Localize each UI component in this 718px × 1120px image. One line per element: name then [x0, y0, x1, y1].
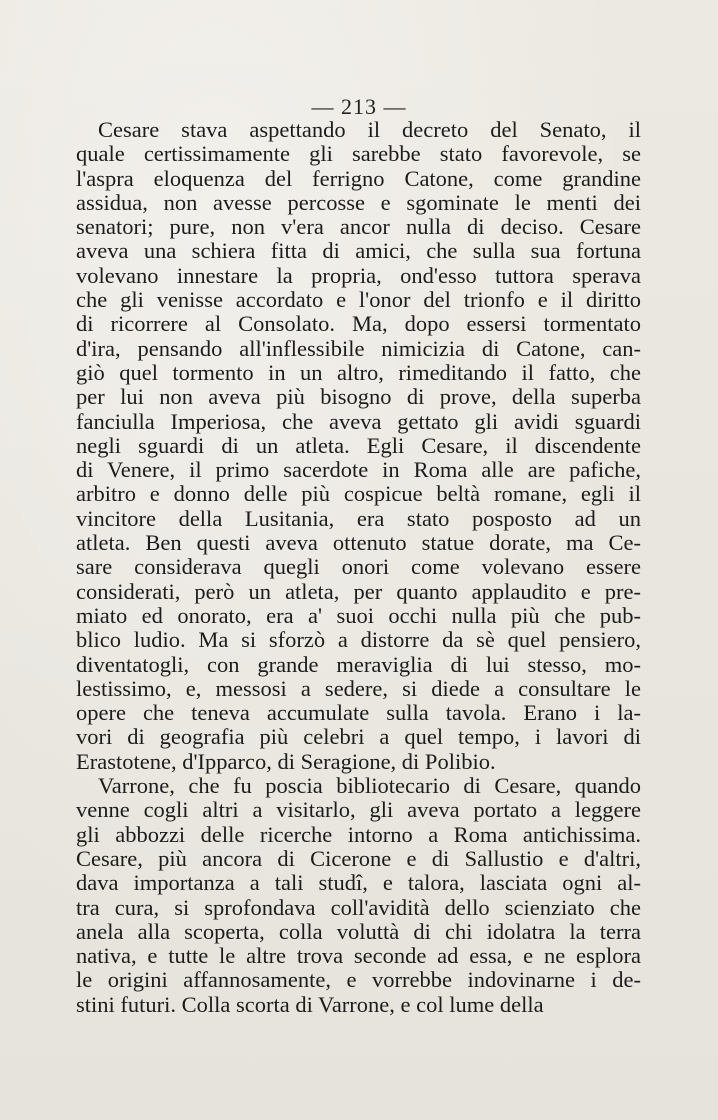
text-line: lestissimo, e, messosi a sedere, si diede a consultare le: [76, 675, 641, 701]
text-line: nativa, e tutte le altre trova seconde ad essa, e ne esplora: [76, 943, 641, 969]
text-line: aveva una schiera fitta di amici, che sulla sua fortuna: [76, 238, 641, 264]
text-line: negli sguardi di un atleta. Egli Cesare, il discendente: [76, 432, 641, 458]
text-line: assidua, non avesse percosse e sgominate le menti dei: [76, 189, 641, 215]
text-line: volevano innestare la propria, ond'esso tuttora sperava: [76, 262, 641, 288]
paragraph: [76, 774, 641, 1017]
text-line: fanciulla Imperiosa, che aveva gettato gli avidi sguardi: [76, 408, 641, 434]
text-line: senatori; pure, non v'era ancor nulla di deciso. Cesare: [76, 214, 641, 240]
text-line: Varrone, che fu poscia bibliotecario di Cesare, quando: [98, 773, 641, 799]
text-line: anela alla scoperta, colla voluttà di chi idolatra la terra: [76, 918, 641, 944]
text-line: per lui non aveva più bisogno di prove, della superba: [76, 384, 641, 410]
text-line: l'aspra eloquenza del ferrigno Catone, come grandine: [76, 165, 641, 191]
text-line: vincitore della Lusitania, era stato posposto ad un: [76, 505, 641, 531]
page-number: — 213 —: [311, 94, 407, 119]
text-line: giò quel tormento in un altro, rimeditando il fatto, che: [76, 359, 641, 385]
text-line: diventatogli, con grande meraviglia di lui stesso, mo-: [76, 651, 641, 677]
text-line: stini futuri. Colla scorta di Varrone, e col lume della: [76, 991, 544, 1017]
text-line: considerati, però un atleta, per quanto applaudito e pre-: [76, 578, 641, 604]
text-line: le origini affannosamente, e vorrebbe indovinarne i de-: [76, 967, 641, 993]
text-line: gli abbozzi delle ricerche intorno a Roma antichissima.: [76, 821, 641, 847]
text-line: venne cogli altri a visitarlo, gli aveva portato a leggere: [76, 797, 641, 823]
text-line: di Venere, il primo sacerdote in Roma alle are pafiche,: [76, 457, 641, 483]
text-line: Cesare, più ancora di Cicerone e di Sallustio e d'altri,: [76, 845, 641, 871]
text-line: vori di geografia più celebri a quel tempo, i lavori di: [76, 724, 641, 750]
text-line: Erastotene, d'Ipparco, di Seragione, di Polibio.: [76, 748, 496, 774]
text-line: tra cura, si sprofondava coll'avidità dello scienziato che: [76, 894, 641, 920]
text-line: dava importanza a tali studî, e talora, lasciata ogni al-: [76, 870, 641, 896]
text-line: blico ludio. Ma si sforzò a distorre da sè quel pensiero,: [76, 627, 641, 653]
text-line: Cesare stava aspettando il decreto del Senato, il: [98, 117, 641, 142]
text-line: d'ira, pensando all'inflessibile nimicizia di Catone, can-: [76, 335, 641, 361]
body-text: [76, 118, 641, 1017]
text-line: atleta. Ben questi aveva ottenuto statue dorate, ma Ce-: [76, 530, 641, 556]
text-line: opere che teneva accumulate sulla tavola. Erano i la-: [76, 700, 641, 726]
text-line: arbitro e donno delle più cospicue beltà romane, egli il: [76, 481, 641, 507]
paragraph: [76, 118, 641, 774]
text-line: quale certissimamente gli sarebbe stato favorevole, se: [76, 141, 641, 167]
text-line: sare considerava quegli onori come volevano essere: [76, 554, 641, 580]
text-line: di ricorrere al Consolato. Ma, dopo essersi tormentato: [76, 311, 641, 337]
text-line: che gli venisse accordato e l'onor del trionfo e il diritto: [76, 287, 641, 313]
text-line: miato ed onorato, era a' suoi occhi nulla più che pub-: [76, 602, 641, 628]
